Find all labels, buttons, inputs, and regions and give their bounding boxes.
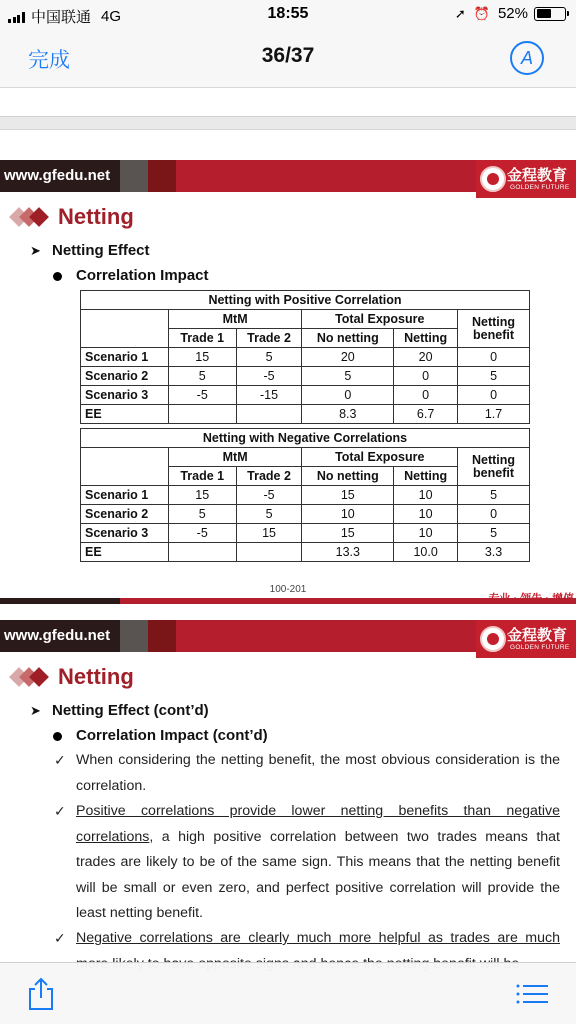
site-url: www.gfedu.net	[0, 620, 120, 652]
paragraph-2-rest: , a high positive correlation between two trades means that trades are likely to be of the same sign. This means that the netting benefit will be small or even zero, and perfect positive correlation will provide the least netting benefit.	[76, 828, 560, 921]
logo-cn: 金程教育	[507, 167, 568, 184]
slide-title: Netting	[58, 204, 134, 229]
paragraph-2	[76, 799, 560, 927]
location-icon: ➚	[454, 5, 466, 21]
no-netting-header: No netting	[302, 467, 394, 486]
negative-correlation-table	[80, 428, 530, 562]
paragraph-1: When considering the netting benefit, the most obvious consideration is the correlation.	[76, 752, 560, 794]
table-caption: Netting with Negative Correlations	[81, 429, 530, 448]
mtm-header: MtM	[168, 448, 302, 467]
table-row: Scenario 3 -5 -15 0 0 0	[81, 386, 530, 405]
bullet-correlation-impact: Correlation Impact (cont’d)	[76, 727, 268, 744]
table-row: EE 13.3 10.0 3.3	[81, 543, 530, 562]
carrier-label: 中国联通	[31, 9, 92, 26]
seal-icon	[480, 166, 506, 192]
check-icon: ✓	[54, 803, 66, 819]
trade2-header: Trade 2	[236, 467, 302, 486]
slide-header	[0, 160, 576, 192]
arrow-bullet-icon: ➤	[30, 703, 41, 718]
previous-page-bottom	[0, 88, 576, 116]
no-netting-header: No netting	[302, 329, 394, 348]
table-row: Scenario 2 5 5 10 10 0	[81, 505, 530, 524]
brand-logo	[476, 620, 576, 660]
bottom-toolbar	[0, 962, 576, 1024]
positive-correlation-table	[80, 290, 530, 424]
bullet-netting-effect: Netting Effect (cont’d)	[52, 702, 209, 719]
network-label: 4G	[101, 8, 122, 25]
page-separator	[0, 116, 576, 130]
check-icon: ✓	[54, 930, 66, 946]
check-icon: ✓	[54, 752, 66, 768]
brand-logo	[476, 160, 576, 200]
arrow-bullet-icon: ➤	[30, 243, 41, 258]
total-exposure-header: Total Exposure	[302, 310, 458, 329]
trade1-header: Trade 1	[168, 329, 236, 348]
slide-header	[0, 620, 576, 652]
table-caption: Netting with Positive Correlation	[81, 291, 530, 310]
netting-header: Netting	[394, 467, 458, 486]
trade1-header: Trade 1	[168, 467, 236, 486]
netting-header: Netting	[394, 329, 458, 348]
logo-en: GOLDEN FUTURE	[510, 184, 570, 191]
status-right	[455, 5, 566, 22]
status-bar	[0, 0, 576, 30]
battery-percent: 52%	[497, 5, 528, 22]
list-icon[interactable]	[516, 983, 548, 1005]
page-number: 100-201	[269, 584, 307, 595]
paragraph-3-underlined: Negative correlations are clearly much more helpful as trades are much	[76, 930, 560, 946]
logo-en: GOLDEN FUTURE	[510, 644, 570, 651]
total-exposure-header: Total Exposure	[302, 448, 458, 467]
table-row: Scenario 1 15 5 20 20 0	[81, 348, 530, 367]
site-url: www.gfedu.net	[0, 160, 120, 192]
seal-icon	[480, 626, 506, 652]
logo-cn: 金程教育	[507, 627, 568, 644]
table-row: EE 8.3 6.7 1.7	[81, 405, 530, 424]
markup-icon[interactable]: A	[510, 41, 544, 75]
slide-title: Netting	[58, 664, 134, 689]
battery-icon	[534, 7, 566, 21]
netting-benefit-header: Netting benefit	[458, 310, 530, 348]
share-icon[interactable]	[26, 977, 56, 1011]
table-row: Scenario 1 15 -5 15 10 5	[81, 486, 530, 505]
page-indicator: 36/37	[261, 44, 315, 67]
table-row: Scenario 3 -5 15 15 10 5	[81, 524, 530, 543]
dot-bullet-icon	[53, 732, 62, 741]
netting-benefit-header: Netting benefit	[458, 448, 530, 486]
nav-bar	[0, 30, 576, 88]
bullet-correlation-impact: Correlation Impact	[76, 267, 209, 284]
table-row: Scenario 2 5 -5 5 0 5	[81, 367, 530, 386]
slide-bottom-bar	[0, 598, 576, 604]
clock: 18:55	[267, 5, 309, 22]
bullet-netting-effect: Netting Effect	[52, 242, 150, 259]
trade2-header: Trade 2	[236, 329, 302, 348]
done-button[interactable]: 完成	[28, 49, 70, 72]
alarm-icon: ⏰	[473, 5, 490, 21]
paragraph-2-underlined: Positive correlations provide lower netting benefits than negative correlations	[76, 803, 560, 845]
dot-bullet-icon	[53, 272, 62, 281]
mtm-header: MtM	[168, 310, 302, 329]
